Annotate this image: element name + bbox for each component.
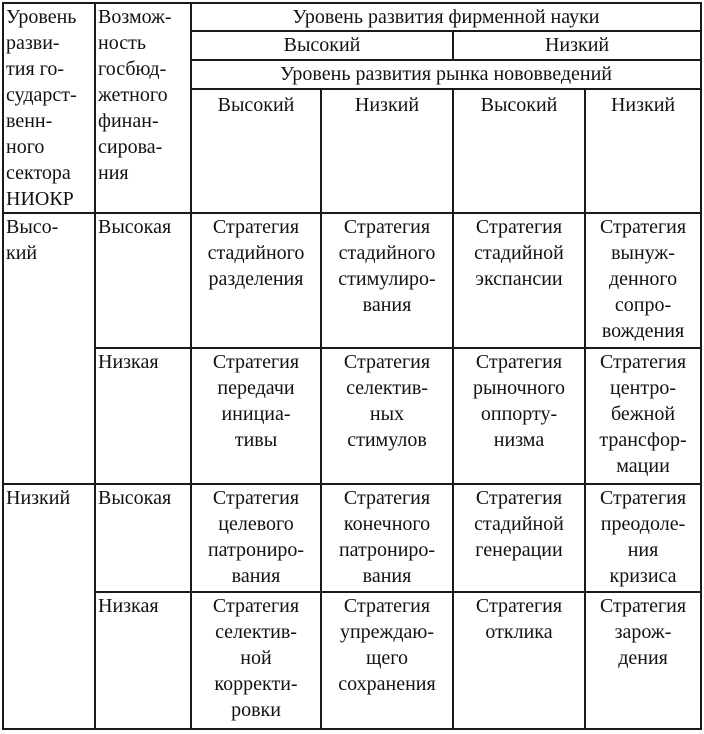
- row-funding-high: Высокая: [95, 213, 191, 348]
- row-funding-low: Низкая: [95, 592, 191, 729]
- strategy-cell: Стратегия конечного патрониро- вания: [321, 484, 453, 592]
- strategy-cell: Стратегия отклика: [453, 592, 585, 729]
- strategy-cell: Стратегия передачи инициа- тивы: [191, 348, 321, 484]
- strategy-cell: Стратегия зарож- дения: [585, 592, 701, 729]
- strategy-cell: Стратегия целевого патрониро- вания: [191, 484, 321, 592]
- strategy-matrix-table: [2, 2, 702, 730]
- strategy-cell: Стратегия стадийного стимулиро- вания: [321, 213, 453, 348]
- header-market-high-2: Высокий: [453, 89, 585, 213]
- strategy-cell: Стратегия упреждаю- щего сохранения: [321, 592, 453, 729]
- header-state-sector-level: Уровень разви- тия го- сударст- венн- ного сектора НИОКР: [3, 3, 95, 213]
- strategy-cell: Стратегия центро- бежной трансфор- мации: [585, 348, 701, 484]
- row-state-low: Низкий: [3, 484, 95, 729]
- strategy-cell: Стратегия стадийного разделения: [191, 213, 321, 348]
- strategy-cell: Стратегия стадийной экспансии: [453, 213, 585, 348]
- header-science-low: Низкий: [453, 31, 701, 60]
- header-market-level: Уровень развития рынка нововведений: [191, 60, 701, 89]
- row-state-high: Высо- кий: [3, 213, 95, 484]
- row-funding-high: Высокая: [95, 484, 191, 592]
- strategy-cell: Стратегия преодоле- ния кризиса: [585, 484, 701, 592]
- header-market-low-1: Низкий: [321, 89, 453, 213]
- strategy-cell: Стратегия селектив- ной корректи- ровки: [191, 592, 321, 729]
- header-state-funding: Возмож- ность госбюд- жетного финан- сирова- ния: [95, 3, 191, 213]
- header-science-level: Уровень развития фирменной науки: [191, 3, 701, 31]
- strategy-cell: Стратегия вынуж- денного сопро- вождения: [585, 213, 701, 348]
- strategy-cell: Стратегия селектив- ных стимулов: [321, 348, 453, 484]
- header-market-low-2: Низкий: [585, 89, 701, 213]
- row-funding-low: Низкая: [95, 348, 191, 484]
- strategy-cell: Стратегия стадийной генерации: [453, 484, 585, 592]
- strategy-cell: Стратегия рыночного оппорту- низма: [453, 348, 585, 484]
- header-science-high: Высокий: [191, 31, 453, 60]
- header-market-high-1: Высокий: [191, 89, 321, 213]
